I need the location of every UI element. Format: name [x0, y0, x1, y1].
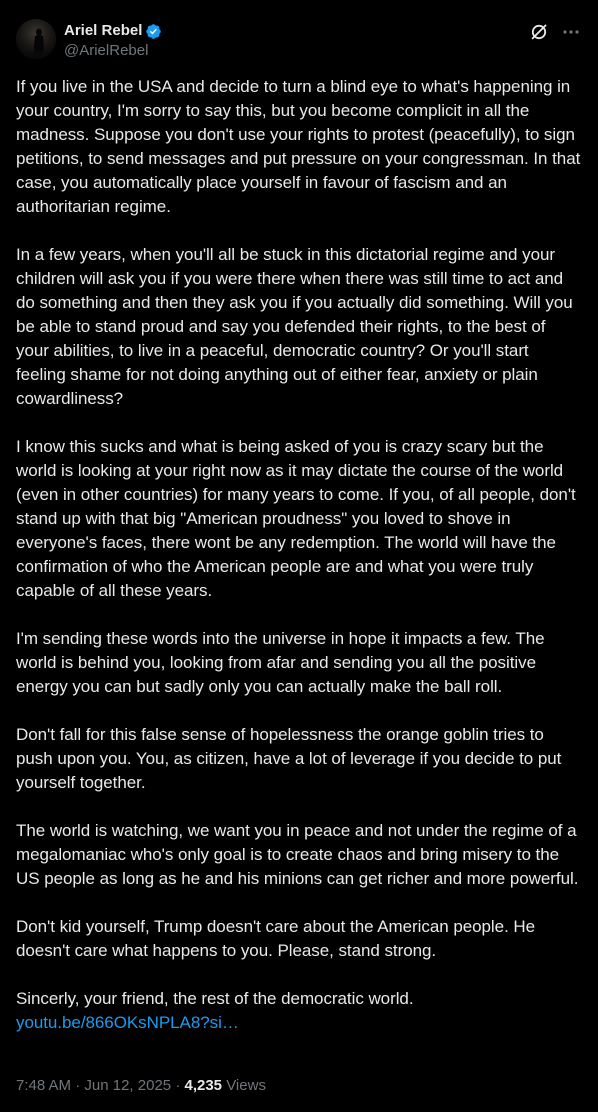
- tweet-date[interactable]: Jun 12, 2025: [84, 1077, 172, 1094]
- grok-slash-circle-icon[interactable]: [528, 21, 550, 43]
- views-count[interactable]: 4,235: [184, 1077, 223, 1094]
- tweet-closing: [16, 987, 582, 1035]
- tweet-paragraph: Don't kid yourself, Trump doesn't care about the American people. He doesn't care what happens to you. Please, stand strong.: [16, 917, 536, 960]
- tweet-header: [16, 19, 582, 63]
- tweet-time[interactable]: 7:48 AM: [16, 1077, 72, 1094]
- display-name-row: [64, 21, 162, 41]
- tweet-body: [16, 75, 582, 1035]
- tweet-paragraph: I know this sucks and what is being asked of you is crazy scary but the world is looking at your right now as it may dictate the course of the world (even in other countries) for many years to come. If you, of all people, don't stand up with that big "American proudness" you loved to shove in everyone's faces, there wont be any redemption. The world will have the confirmation of who the American people are and what you were truly capable of all these years.: [16, 437, 576, 600]
- meta-separator: ·: [175, 1077, 181, 1094]
- header-actions: [528, 21, 582, 43]
- views-label: Views: [226, 1077, 266, 1094]
- tweet-paragraph: If you live in the USA and decide to turn a blind eye to what's happening in your country, I'm sorry to say this, but you become complicit in all the madness. Suppose you don't use your rights to protest (peacefully), to sign petitions, to send messages and put pressure on your congressman. In that case, you automatically place yourself in favour of fascism and an authoritarian regime.: [16, 77, 581, 216]
- more-horizontal-icon[interactable]: [560, 21, 582, 43]
- author-names: [64, 21, 162, 61]
- avatar-silhouette-icon: [16, 19, 56, 59]
- youtube-link[interactable]: youtu.be/866OKsNPLA8?si…: [16, 1013, 239, 1032]
- tweet-paragraph: In a few years, when you'll all be stuck in this dictatorial regime and your children will ask you if you were there when there was still time to act and do something and then they ask you if you actually did something. Will you be able to stand proud and say you defended their rights, to the best of your abilities, to live in a peaceful, democratic country? Or you'll start feeling shame for not doing anything out of either fear, anxiety or plain cowardliness?: [16, 245, 573, 408]
- display-name[interactable]: Ariel Rebel: [64, 22, 143, 39]
- tweet-paragraph: Don't fall for this false sense of hopelessness the orange goblin tries to push upon you. You, as citizen, have a lot of leverage if you decide to put yourself together.: [16, 725, 562, 792]
- author-handle[interactable]: @ArielRebel: [64, 42, 149, 59]
- tweet-paragraph: I'm sending these words into the universe in hope it impacts a few. The world is behind you, looking from afar and sending you all the positive energy you can but sadly only you can actually make the ball roll.: [16, 629, 545, 696]
- tweet-meta: [16, 1076, 266, 1096]
- avatar[interactable]: [16, 19, 56, 59]
- closing-text: Sincerly, your friend, the rest of the democratic world.: [16, 989, 414, 1008]
- tweet-paragraph: The world is watching, we want you in peace and not under the regime of a megalomaniac who's only goal is to create chaos and bring misery to the US people as long as he and his minions can get richer and more powerful.: [16, 821, 579, 888]
- verified-badge-icon[interactable]: [145, 23, 162, 40]
- meta-separator: ·: [75, 1077, 81, 1094]
